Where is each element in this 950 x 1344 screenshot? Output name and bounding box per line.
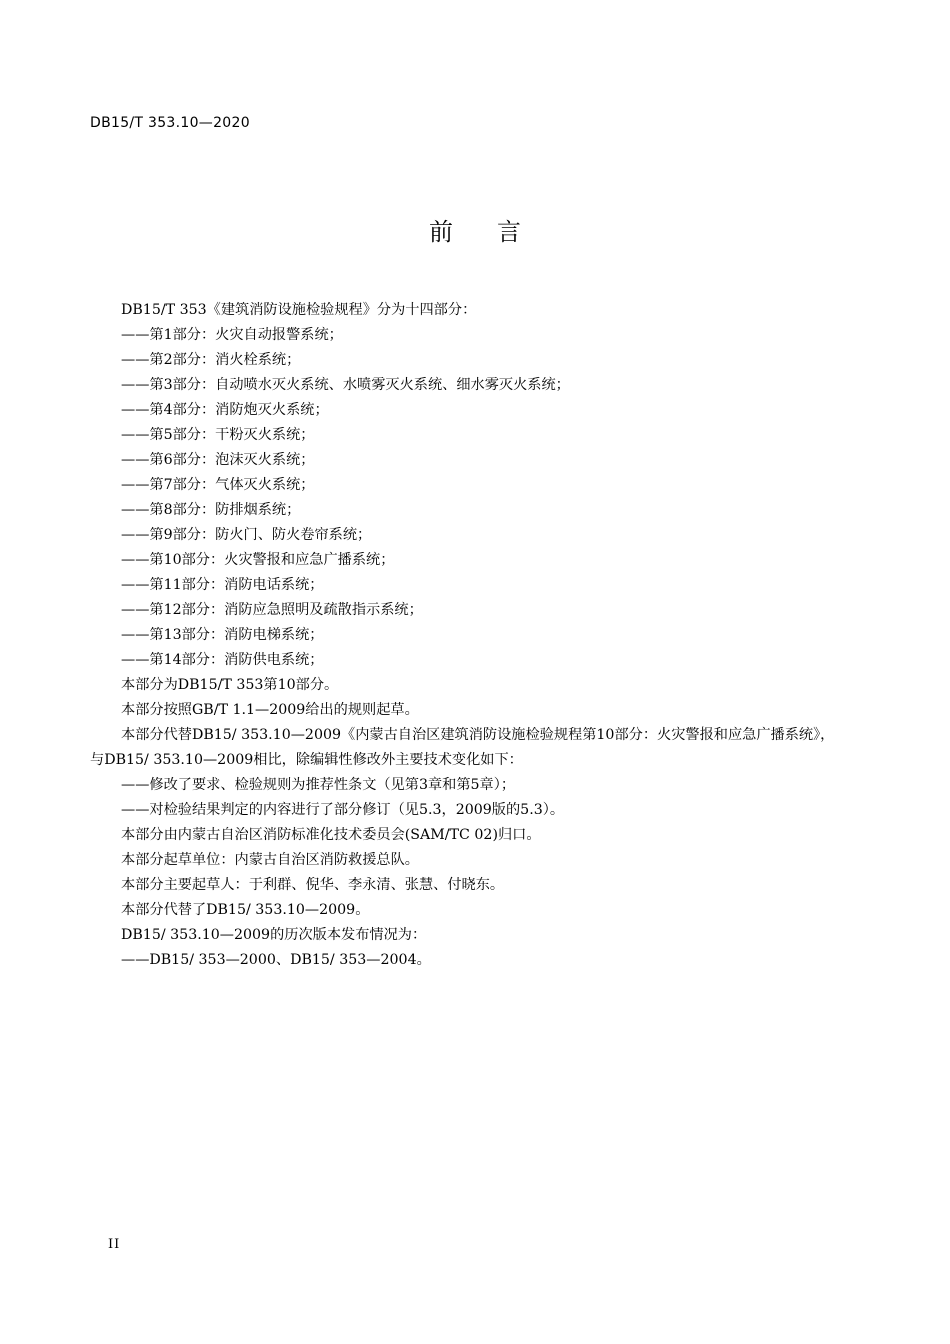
list-item-history: ——DB15/ 353—2000、DB15/ 353—2004。 (121, 952, 431, 968)
foreword-body (90, 298, 845, 973)
list-item-part-4: ——第4部分：消防炮灭火系统； (121, 402, 329, 418)
list-item-part-12: ——第12部分：消防应急照明及疏散指示系统； (121, 602, 423, 618)
page-number: II (108, 1237, 121, 1252)
paragraph-drafting-unit: 本部分起草单位：内蒙古自治区消防救援总队。 (121, 852, 419, 868)
document-code: DB15/T 353.10—2020 (90, 115, 250, 131)
list-item-part-1: ——第1部分：火灾自动报警系统； (121, 327, 343, 343)
page-title: 前言 (429, 218, 565, 246)
list-item-part-14: ——第14部分：消防供电系统； (121, 652, 324, 668)
list-item-part-9: ——第9部分：防火门、防火卷帘系统； (121, 527, 372, 543)
list-item-part-6: ——第6部分：泡沫灭火系统； (121, 452, 315, 468)
list-item-part-7: ——第7部分：气体灭火系统； (121, 477, 315, 493)
list-item-change-2: ——对检验结果判定的内容进行了部分修订（见5.3，2009版的5.3）。 (121, 802, 565, 818)
list-item-part-11: ——第11部分：消防电话系统； (121, 577, 324, 593)
list-item-part-13: ——第13部分：消防电梯系统； (121, 627, 324, 643)
list-item-part-10: ——第10部分：火灾警报和应急广播系统； (121, 552, 395, 568)
list-item-change-1: ——修改了要求、检验规则为推荐性条文（见第3章和第5章）； (121, 777, 516, 793)
list-item-part-3: ——第3部分：自动喷水灭火系统、水喷雾灭火系统、细水雾灭火系统； (121, 377, 570, 393)
paragraph-this-part: 本部分为DB15/T 353第10部分。 (121, 677, 339, 693)
paragraph-proposed-by: 本部分由内蒙古自治区消防标准化技术委员会(SAM/TC 02)归口。 (121, 827, 541, 843)
paragraph-drafting-rules: 本部分按照GB/T 1.1—2009给出的规则起草。 (121, 702, 419, 718)
paragraph-superseded: 本部分代替了DB15/ 353.10—2009。 (121, 902, 370, 918)
paragraph-history-intro: DB15/ 353.10—2009的历次版本发布情况为： (121, 927, 427, 943)
list-item-part-8: ——第8部分：防排烟系统； (121, 502, 301, 518)
paragraph-replaces: 本部分代替DB15/ 353.10—2009《内蒙古自治区建筑消防设施检验规程第10部分：火灾警报和应急广播系统》，与DB15/ 353.10—2009相比，除编辑性修改外主要技术变化如下： (90, 727, 835, 768)
list-item-part-5: ——第5部分：干粉灭火系统； (121, 427, 315, 443)
paragraph-intro: DB15/T 353《建筑消防设施检验规程》分为十四部分： (121, 302, 477, 318)
list-item-part-2: ——第2部分：消火栓系统； (121, 352, 301, 368)
paragraph-drafters: 本部分主要起草人：于利群、倪华、李永清、张慧、付晓东。 (121, 877, 505, 893)
